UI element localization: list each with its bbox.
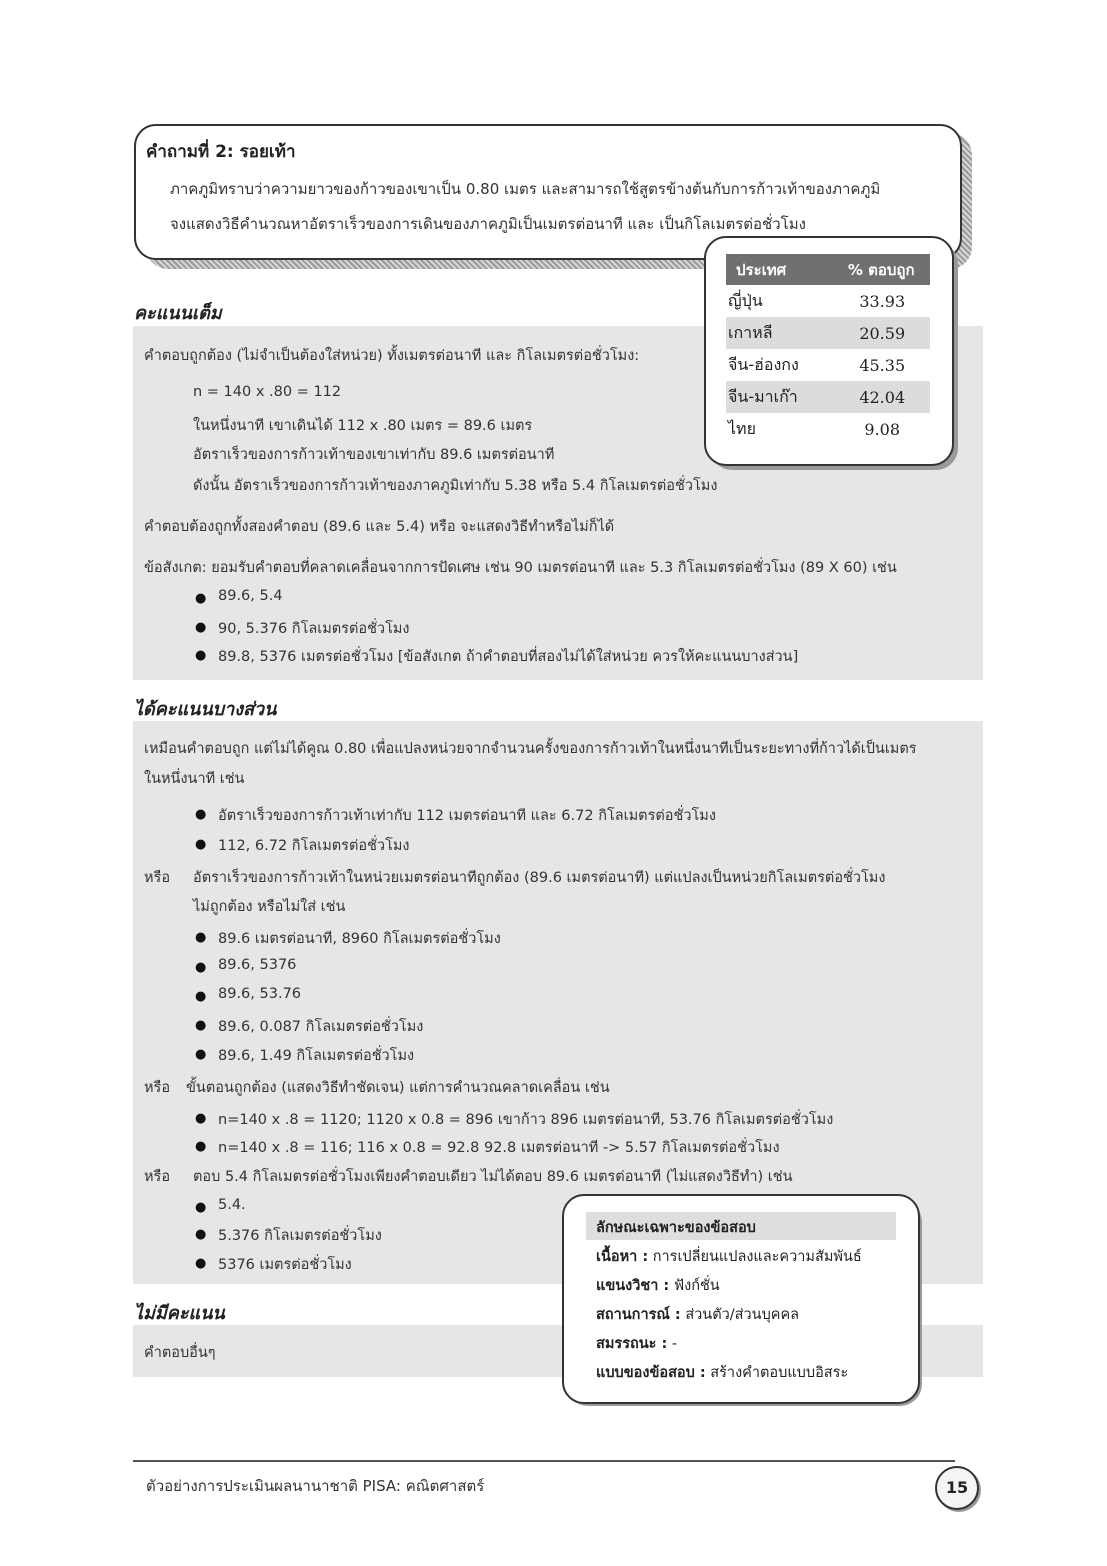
bullet-icon: ●: [195, 1200, 207, 1215]
no-credit-text: คำตอบอื่นๆ: [144, 1345, 216, 1361]
country-name: เกาหลี: [726, 317, 832, 349]
or-1-line-1: อัตราเร็วของการก้าวเท้าในหน่วยเมตรต่อนาทีถูกต้อง (89.6 เมตรต่อนาที) แต่แปลงเป็นหน่วยกิโลเมตรต่อชั่วโมง: [193, 870, 886, 886]
bullet-icon: ●: [195, 1256, 207, 1271]
percent-correct: 42.04: [832, 381, 930, 413]
partial-bullet: 89.6, 0.087 กิโลเมตรต่อชั่วโมง: [218, 1019, 424, 1035]
item-info-row: [596, 1274, 720, 1297]
bullet-icon: ●: [195, 1047, 207, 1062]
full-credit-heading: คะแนนเต็ม: [134, 303, 222, 324]
calc-line-2: ในหนึ่งนาที เขาเดินได้ 112 x .80 เมตร = 89.6 เมตร: [193, 418, 533, 434]
item-info-value: -: [671, 1336, 678, 1352]
column-header-country: ประเทศ: [726, 254, 832, 285]
full-credit-bullet: 90, 5.376 กิโลเมตรต่อชั่วโมง: [218, 621, 410, 637]
bullet-icon: ●: [195, 1227, 207, 1242]
item-info-key: แขนงวิชา :: [596, 1278, 670, 1294]
table-row: [726, 413, 930, 445]
item-info-row: [596, 1332, 677, 1355]
percent-correct: 33.93: [859, 291, 906, 311]
partial-bullet: 112, 6.72 กิโลเมตรต่อชั่วโมง: [218, 838, 410, 854]
country-name: จีน-มาเก๊า: [726, 381, 832, 413]
footer-divider: [133, 1460, 955, 1462]
item-info-key: เนื้อหา :: [596, 1249, 649, 1265]
footer-text: ตัวอย่างการประเมินผลนานาชาติ PISA: คณิตศาสตร์: [146, 1477, 485, 1495]
or-2-text: ขั้นตอนถูกต้อง (แสดงวิธีทำชัดเจน) แต่การคำนวณคลาดเคลื่อน เช่น: [186, 1080, 610, 1096]
partial-bullet: 5.4.: [218, 1197, 246, 1213]
country-name: ไทย: [728, 418, 756, 438]
table-header-row: [726, 254, 930, 285]
item-info-key: สมรรถนะ :: [596, 1336, 668, 1352]
bullet-icon: ●: [195, 837, 207, 852]
item-info-key: สถานการณ์ :: [596, 1307, 681, 1323]
table-row: [726, 381, 930, 413]
question-title: คำถามที่ 2: รอยเท้า: [146, 142, 296, 162]
bullet-icon: ●: [195, 591, 207, 606]
partial-bullet: 89.6, 53.76: [218, 986, 302, 1002]
partial-credit-intro-2: ในหนึ่งนาที เช่น: [144, 771, 245, 787]
item-info-key: แบบของข้อสอบ :: [596, 1365, 706, 1381]
partial-credit-intro-1: เหมือนคำตอบถูก แต่ไม่ได้คูณ 0.80 เพื่อแปลงหน่วยจากจำนวนครั้งของการก้าวเท้าในหนึ่งนาทีเป็นระยะทางที่ก้าวได้เป็นเมตร: [144, 741, 917, 757]
full-credit-note: ข้อสังเกต: ยอมรับคำตอบที่คลาดเคลื่อนจากการปัดเศษ เช่น 90 เมตรต่อนาที และ 5.3 กิโลเมตรต่อชั่วโมง (89 X 60) เช่น: [144, 560, 897, 576]
partial-credit-heading: ได้คะแนนบางส่วน: [134, 699, 277, 720]
bullet-icon: ●: [195, 1139, 207, 1154]
no-credit-heading: ไม่มีคะแนน: [134, 1303, 225, 1324]
partial-bullet: 89.6 เมตรต่อนาที, 8960 กิโลเมตรต่อชั่วโมง: [218, 931, 501, 947]
country-table: [726, 254, 930, 445]
calc-line-1: n = 140 x .80 = 112: [193, 384, 342, 400]
item-info-row: [596, 1245, 862, 1268]
calc-line-4: ดังนั้น อัตราเร็วของการก้าวเท้าของภาคภูมิเท่ากับ 5.38 หรือ 5.4 กิโลเมตรต่อชั่วโมง: [193, 478, 718, 494]
partial-bullet: n=140 x .8 = 116; 116 x 0.8 = 92.8 92.8 เมตรต่อนาที -> 5.57 กิโลเมตรต่อชั่วโมง: [218, 1140, 780, 1156]
percent-correct: 45.35: [859, 355, 906, 375]
partial-bullet: 89.6, 5376: [218, 957, 297, 973]
item-info-row: [596, 1361, 848, 1384]
full-credit-both: คำตอบต้องถูกทั้งสองคำตอบ (89.6 และ 5.4) หรือ จะแสดงวิธีทำหรือไม่ก็ได้: [144, 519, 615, 535]
or-1-line-2: ไม่ถูกต้อง หรือไม่ใส่ เช่น: [193, 899, 346, 915]
question-line-2: จงแสดงวิธีคำนวณหาอัตราเร็วของการเดินของภาคภูมิเป็นเมตรต่อนาที และ เป็นกิโลเมตรต่อชั่วโมง: [170, 215, 806, 233]
item-info-value: ฟังก์ชั่น: [673, 1278, 720, 1294]
page-number: 15: [935, 1466, 979, 1510]
country-name: จีน-ฮ่องกง: [728, 354, 799, 374]
bullet-icon: ●: [195, 1111, 207, 1126]
item-info-value: ส่วนตัว/ส่วนบุคคล: [685, 1307, 800, 1323]
table-row: [726, 349, 930, 381]
bullet-icon: ●: [195, 989, 207, 1004]
or-label: หรือ: [144, 870, 171, 886]
or-label: หรือ: [144, 1169, 171, 1185]
item-info-heading: ลักษณะเฉพาะของข้อสอบ: [596, 1220, 756, 1236]
column-header-percent: % ตอบถูก: [832, 254, 930, 285]
item-info-row: [596, 1303, 799, 1326]
full-credit-intro: คำตอบถูกต้อง (ไม่จำเป็นต้องใส่หน่วย) ทั้งเมตรต่อนาที และ กิโลเมตรต่อชั่วโมง:: [144, 348, 640, 364]
or-3-text: ตอบ 5.4 กิโลเมตรต่อชั่วโมงเพียงคำตอบเดียว ไม่ได้ตอบ 89.6 เมตรต่อนาที (ไม่แสดงวิธีทำ) เช่น: [193, 1169, 793, 1185]
bullet-icon: ●: [195, 620, 207, 635]
bullet-icon: ●: [195, 930, 207, 945]
calc-line-3: อัตราเร็วของการก้าวเท้าของเขาเท่ากับ 89.6 เมตรต่อนาที: [193, 447, 555, 463]
partial-bullet: 89.6, 1.49 กิโลเมตรต่อชั่วโมง: [218, 1048, 415, 1064]
item-info-value: สร้างคำตอบแบบอิสระ: [710, 1365, 849, 1381]
item-info-value: การเปลี่ยนแปลงและความสัมพันธ์: [652, 1249, 862, 1265]
or-label: หรือ: [144, 1080, 171, 1096]
bullet-icon: ●: [195, 1018, 207, 1033]
question-line-1: ภาคภูมิทราบว่าความยาวของก้าวของเขาเป็น 0.80 เมตร และสามารถใช้สูตรข้างต้นกับการก้าวเท้าของภาคภูมิ: [170, 180, 881, 198]
percent-correct: 9.08: [864, 419, 901, 439]
percent-correct: 20.59: [832, 317, 930, 349]
bullet-icon: ●: [195, 807, 207, 822]
full-credit-bullet: 89.6, 5.4: [218, 588, 283, 604]
bullet-icon: ●: [195, 648, 207, 663]
full-credit-bullet: 89.8, 5376 เมตรต่อชั่วโมง [ข้อสังเกต ถ้าคำตอบที่สองไม่ได้ใส่หน่วย ควรให้คะแนนบางส่วน]: [218, 649, 799, 665]
table-row: [726, 317, 930, 349]
country-name: ญี่ปุ่น: [728, 290, 763, 310]
partial-bullet: 5.376 กิโลเมตรต่อชั่วโมง: [218, 1228, 382, 1244]
partial-bullet: 5376 เมตรต่อชั่วโมง: [218, 1257, 352, 1273]
table-row: [726, 285, 930, 317]
partial-bullet: n=140 x .8 = 1120; 1120 x 0.8 = 896 เขาก้าว 896 เมตรต่อนาที, 53.76 กิโลเมตรต่อชั่วโมง: [218, 1112, 834, 1128]
partial-bullet: อัตราเร็วของการก้าวเท้าเท่ากับ 112 เมตรต่อนาที และ 6.72 กิโลเมตรต่อชั่วโมง: [218, 808, 716, 824]
bullet-icon: ●: [195, 960, 207, 975]
